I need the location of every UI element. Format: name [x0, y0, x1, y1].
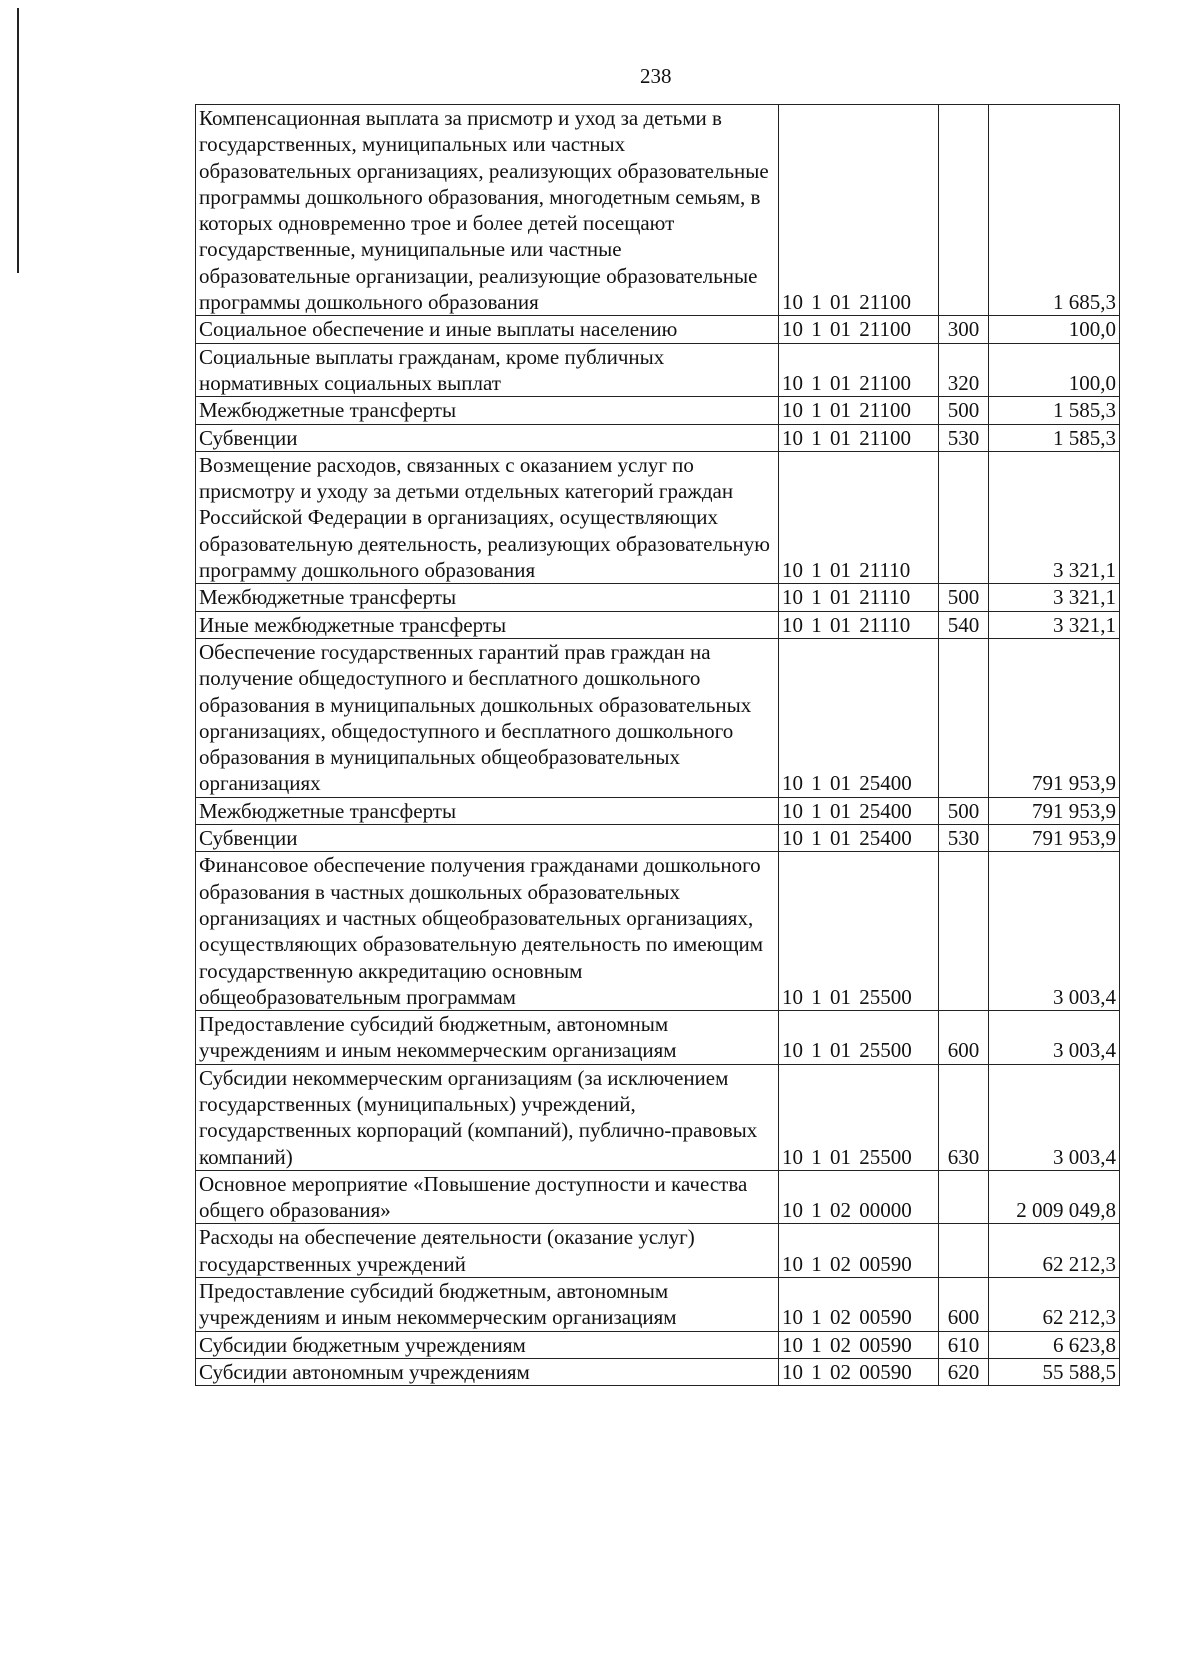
row-name-cell: Межбюджетные трансферты — [196, 797, 779, 824]
row-name-cell: Предоставление субсидий бюджетным, автономным учреждениям и иным некоммерческим организациям — [196, 1278, 779, 1332]
row-csr-cell: 10 1 01 21100 — [779, 105, 939, 316]
row-name-cell: Расходы на обеспечение деятельности (оказание услуг) государственных учреждений — [196, 1224, 779, 1278]
row-csr-cell: 10 1 01 25400 — [779, 825, 939, 852]
row-csr-cell: 10 1 02 00590 — [779, 1224, 939, 1278]
table-row — [196, 611, 1120, 638]
row-csr-cell: 10 1 01 21100 — [779, 343, 939, 397]
row-csr-cell: 10 1 01 21100 — [779, 316, 939, 343]
row-vr-cell — [939, 1224, 989, 1278]
table-row — [196, 1358, 1120, 1385]
row-csr-cell: 10 1 02 00590 — [779, 1278, 939, 1332]
row-vr-cell: 540 — [939, 611, 989, 638]
row-amount-cell: 1 585,3 — [989, 397, 1120, 424]
row-name-cell: Субсидии бюджетным учреждениям — [196, 1331, 779, 1358]
row-name-cell: Компенсационная выплата за присмотр и уход за детьми в государственных, муниципальных или частных образовательных организациях, реализующих образовательные программы дошкольного образования, многодетным семьям, в которых одновременно трое и более детей посещают государственные, муниципальные или частные образовательные организации, реализующие образовательные программы дошкольного образования — [196, 105, 779, 316]
row-amount-cell: 1 685,3 — [989, 105, 1120, 316]
row-vr-cell: 620 — [939, 1358, 989, 1385]
row-vr-cell: 530 — [939, 825, 989, 852]
row-csr-cell: 10 1 02 00590 — [779, 1358, 939, 1385]
row-vr-cell: 530 — [939, 424, 989, 451]
row-csr-cell: 10 1 01 25400 — [779, 638, 939, 797]
table-row — [196, 105, 1120, 316]
table-row — [196, 451, 1120, 583]
row-vr-cell: 630 — [939, 1064, 989, 1170]
table-row — [196, 584, 1120, 611]
row-amount-cell: 3 003,4 — [989, 852, 1120, 1011]
row-amount-cell: 100,0 — [989, 343, 1120, 397]
row-amount-cell: 3 003,4 — [989, 1011, 1120, 1065]
row-name-cell: Обеспечение государственных гарантий прав граждан на получение общедоступного и бесплатного дошкольного образования в муниципальных дошкольных образовательных организациях, общедоступного и бесплатного дошкольного образования в муниципальных общеобразовательных организациях — [196, 638, 779, 797]
row-csr-cell: 10 1 01 25500 — [779, 1064, 939, 1170]
table-row — [196, 1331, 1120, 1358]
row-name-cell: Финансовое обеспечение получения гражданами дошкольного образования в частных дошкольных образовательных организациях и частных общеобразовательных организациях, осуществляющих образовательную деятельность по имеющим государственную аккредитацию основным общеобразовательным программам — [196, 852, 779, 1011]
row-name-cell: Социальное обеспечение и иные выплаты населению — [196, 316, 779, 343]
row-name-cell: Иные межбюджетные трансферты — [196, 611, 779, 638]
row-amount-cell: 791 953,9 — [989, 797, 1120, 824]
row-amount-cell: 62 212,3 — [989, 1224, 1120, 1278]
budget-table — [195, 104, 1120, 1386]
row-amount-cell: 3 321,1 — [989, 451, 1120, 583]
row-csr-cell: 10 1 01 21100 — [779, 397, 939, 424]
row-csr-cell: 10 1 01 25500 — [779, 852, 939, 1011]
row-vr-cell: 500 — [939, 797, 989, 824]
row-amount-cell: 2 009 049,8 — [989, 1170, 1120, 1224]
table-row — [196, 825, 1120, 852]
row-name-cell: Основное мероприятие «Повышение доступности и качества общего образования» — [196, 1170, 779, 1224]
row-name-cell: Межбюджетные трансферты — [196, 584, 779, 611]
table-row — [196, 1170, 1120, 1224]
row-csr-cell: 10 1 01 21110 — [779, 451, 939, 583]
row-amount-cell: 1 585,3 — [989, 424, 1120, 451]
row-csr-cell: 10 1 01 25400 — [779, 797, 939, 824]
table-row — [196, 1064, 1120, 1170]
table-row — [196, 797, 1120, 824]
row-name-cell: Субсидии некоммерческим организациям (за исключением государственных (муниципальных) учреждений, государственных корпораций (компаний), публично-правовых компаний) — [196, 1064, 779, 1170]
row-vr-cell: 600 — [939, 1011, 989, 1065]
row-vr-cell: 320 — [939, 343, 989, 397]
table-row — [196, 316, 1120, 343]
row-csr-cell: 10 1 01 21110 — [779, 584, 939, 611]
row-name-cell: Межбюджетные трансферты — [196, 397, 779, 424]
row-csr-cell: 10 1 01 21110 — [779, 611, 939, 638]
row-amount-cell: 791 953,9 — [989, 825, 1120, 852]
row-name-cell: Социальные выплаты гражданам, кроме публичных нормативных социальных выплат — [196, 343, 779, 397]
row-csr-cell: 10 1 02 00000 — [779, 1170, 939, 1224]
row-vr-cell — [939, 638, 989, 797]
table-row — [196, 1224, 1120, 1278]
row-amount-cell: 3 321,1 — [989, 584, 1120, 611]
row-amount-cell: 791 953,9 — [989, 638, 1120, 797]
row-name-cell: Возмещение расходов, связанных с оказанием услуг по присмотру и уходу за детьми отдельных категорий граждан Российской Федерации в организациях, осуществляющих образовательную деятельность, реализующих образовательную программу дошкольного образования — [196, 451, 779, 583]
row-name-cell: Субвенции — [196, 424, 779, 451]
row-csr-cell: 10 1 02 00590 — [779, 1331, 939, 1358]
row-vr-cell: 500 — [939, 397, 989, 424]
row-csr-cell: 10 1 01 21100 — [779, 424, 939, 451]
row-csr-cell: 10 1 01 25500 — [779, 1011, 939, 1065]
row-amount-cell: 100,0 — [989, 316, 1120, 343]
page-number: 238 — [640, 64, 672, 88]
row-name-cell: Субсидии автономным учреждениям — [196, 1358, 779, 1385]
table-row — [196, 1278, 1120, 1332]
table-row — [196, 397, 1120, 424]
row-amount-cell: 55 588,5 — [989, 1358, 1120, 1385]
row-vr-cell — [939, 852, 989, 1011]
table-row — [196, 852, 1120, 1011]
row-vr-cell: 500 — [939, 584, 989, 611]
row-amount-cell: 3 321,1 — [989, 611, 1120, 638]
row-amount-cell: 62 212,3 — [989, 1278, 1120, 1332]
row-vr-cell: 610 — [939, 1331, 989, 1358]
row-vr-cell: 600 — [939, 1278, 989, 1332]
table-row — [196, 424, 1120, 451]
table-row — [196, 1011, 1120, 1065]
row-amount-cell: 6 623,8 — [989, 1331, 1120, 1358]
row-vr-cell — [939, 105, 989, 316]
row-vr-cell: 300 — [939, 316, 989, 343]
scan-margin-line — [17, 8, 19, 273]
row-vr-cell — [939, 1170, 989, 1224]
row-name-cell: Предоставление субсидий бюджетным, автономным учреждениям и иным некоммерческим организациям — [196, 1011, 779, 1065]
row-name-cell: Субвенции — [196, 825, 779, 852]
table-row — [196, 638, 1120, 797]
budget-table-body — [196, 105, 1120, 1386]
row-amount-cell: 3 003,4 — [989, 1064, 1120, 1170]
row-vr-cell — [939, 451, 989, 583]
table-row — [196, 343, 1120, 397]
